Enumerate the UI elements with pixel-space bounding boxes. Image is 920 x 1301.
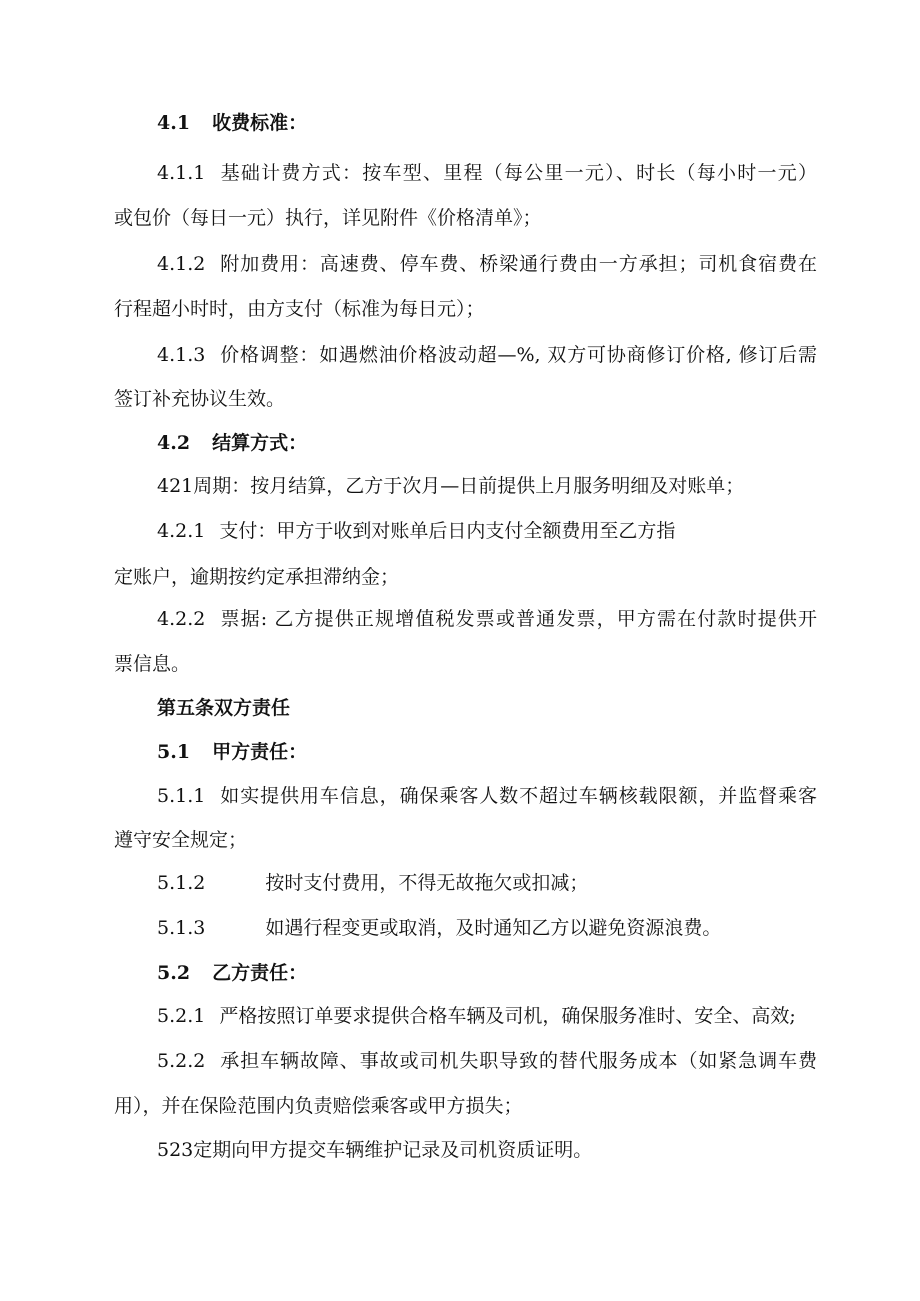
clause-4-2-1-period: 421周期：按月结算，乙方于次月—日前提供上月服务明细及对账单；: [157, 475, 745, 497]
clause-4-2-2-line-2: 票信息。: [114, 653, 191, 675]
clause-5-1-2: 5.1.2 按时支付费用，不得无故拖欠或扣减；: [157, 872, 589, 894]
clause-4-1-1-line-2: 或包价（每日一元）执行，详见附件《价格清单》；: [114, 207, 542, 229]
clause-4-2-1-payment-line-2: 定账户，逾期按约定承担滞纳金；: [114, 566, 400, 588]
clause-5-1-1-line-1: 5.1.1 如实提供用车信息，确保乘客人数不超过车辆核载限额，并监督乘客: [157, 785, 817, 807]
section-5-2-heading: 5.2 乙方责任：: [157, 962, 308, 984]
article-5-heading: 第五条双方责任: [157, 697, 291, 719]
clause-4-2-1-payment-line-1: 4.2.1 支付：甲方于收到对账单后日内支付全额费用至乙方指: [157, 520, 676, 542]
clause-5-2-2-line-1: 5.2.2 承担车辆故障、事故或司机失职导致的替代服务成本（如紧急调车费: [157, 1050, 817, 1072]
clause-5-1-1-line-2: 遵守安全规定；: [114, 829, 248, 851]
section-5-1-heading: 5.1 甲方责任：: [157, 741, 308, 763]
clause-4-1-1-line-1: 4.1.1 基础计费方式：按车型、里程（每公里一元）、时长（每小时一元）: [157, 162, 817, 184]
clause-4-1-3-line-2: 签订补充协议生效。: [114, 388, 286, 410]
clause-5-2-1: 5.2.1 严格按照订单要求提供合格车辆及司机，确保服务准时、安全、高效;: [157, 1005, 796, 1027]
clause-5-2-2-line-2: 用），并在保险范围内负责赔偿乘客或甲方损失；: [114, 1095, 523, 1117]
clause-4-1-2-line-2: 行程超小时时，由方支付（标准为每日元）；: [114, 298, 485, 320]
clause-5-2-3: 523定期向甲方提交车辆维护记录及司机资质证明。: [157, 1139, 593, 1161]
clause-4-1-3-line-1: 4.1.3 价格调整：如遇燃油价格波动超—%, 双方可协商修订价格, 修订后需: [157, 344, 817, 366]
clause-4-1-2-line-1: 4.1.2 附加费用：高速费、停车费、桥梁通行费由一方承担；司机食宿费在: [157, 253, 817, 275]
section-4-1-heading: 4.1 收费标准：: [157, 112, 308, 134]
clause-4-2-2-line-1: 4.2.2 票据: 乙方提供正规增值税发票或普通发票，甲方需在付款时提供开: [157, 608, 817, 630]
section-4-2-heading: 4.2 结算方式：: [157, 432, 308, 454]
clause-5-1-3: 5.1.3 如遇行程变更或取消，及时通知乙方以避免资源浪费。: [157, 917, 722, 939]
